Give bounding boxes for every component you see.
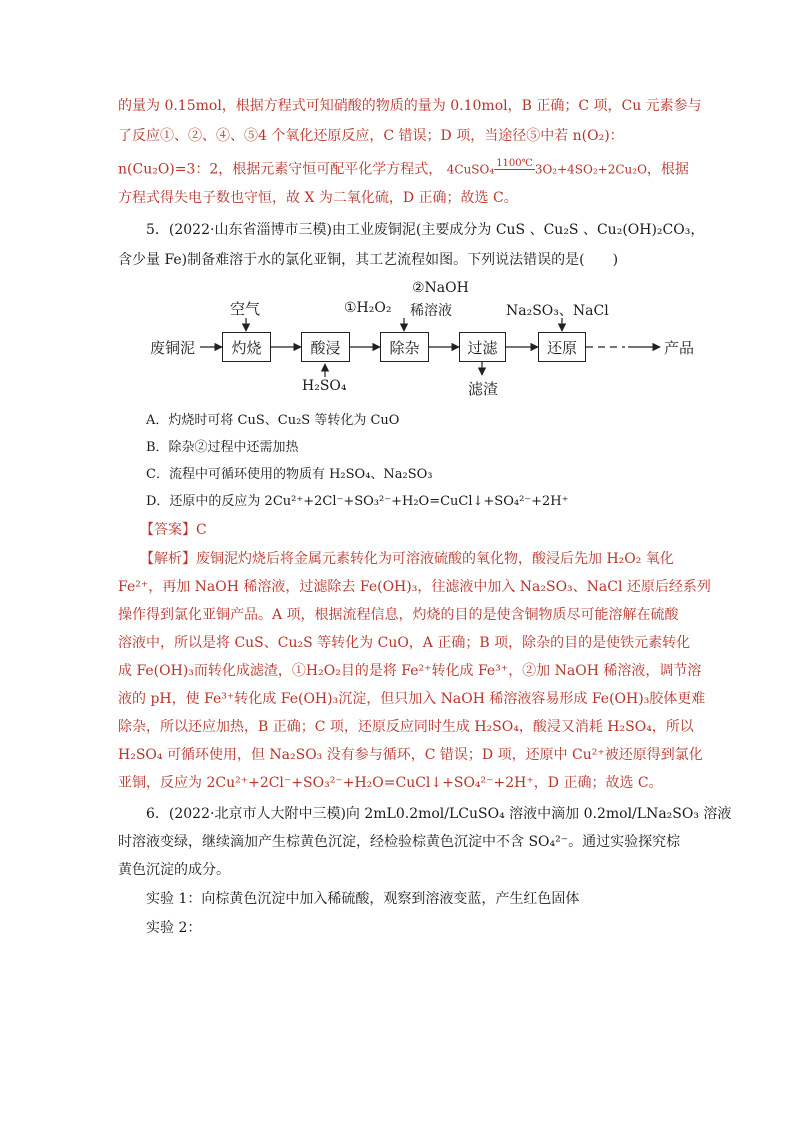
analysis-equation-line [118,158,689,181]
flow-input-air: 空气 [230,300,261,318]
experiment-1: 实验 1：向棕黄色沉淀中加入稀硫酸，观察到溶液变蓝，产生红色固体 [146,891,580,907]
option-a: A．灼烧时可将 CuS、Cu₂S 等转化为 CuO [146,413,400,428]
question-stem: 6．(2022·北京市人大附中三模)向 2mL0.2mol/LCuSO₄ 溶液中滴加 0.2mol/LNa₂SO₃ 溶液 [146,806,732,822]
analysis-line: 了反应①、②、④、⑤4 个氧化还原反应，C 错误；D 项，当途径⑤中若 n(O₂)： [118,128,624,144]
flow-input-na2so3-nacl: Na₂SO₃、NaCl [506,303,609,319]
option-c: C．流程中可循环使用的物质有 H₂SO₄、Na₂SO₃ [146,467,433,482]
question-stem: 5．(2022·山东省淄博市三模)由工业废铜泥(主要成分为 CuS 、Cu₂S 、Cu₂(OH)₂CO₃， [146,222,705,238]
flow-input-naoh: ②NaOH [412,280,469,296]
answer-label: 【答案】C [140,522,207,538]
flow-step-acid-leach: 酸浸 [301,332,350,362]
analysis-text: n(Cu₂O)=3：2，根据元素守恒可配平化学方程式， [118,161,443,178]
analysis-line: 方程式得失电子数也守恒，故 X 为二氧化硫，D 正确；故选 C。 [118,190,518,206]
flow-input-naoh-dilute: 稀溶液 [410,303,452,319]
analysis-line: 亚铜，反应为 2Cu²⁺+2Cl⁻+SO₃²⁻+H₂O=CuCl↓+SO₄²⁻+2H⁺，D 正确；故选 C。 [118,775,663,791]
equation-right: 3O₂+4SO₂+2Cu₂O [534,162,647,177]
experiment-2: 实验 2： [146,920,202,936]
analysis-line: 的量为 0.15mol，根据方程式可知硝酸的物质的量为 0.10mol，B 正确；C 项，Cu 元素参与 [118,98,702,114]
option-b: B．除杂②过程中还需加热 [146,440,299,455]
analysis-line: 操作得到氯化亚铜产品。A 项，根据流程信息，灼烧的目的是使含铜物质尽可能溶解在硫酸 [118,607,679,623]
analysis-line: 成 Fe(OH)₃而转化成滤渣，①H₂O₂目的是将 Fe²⁺转化成 Fe³⁺，②加 NaOH 稀溶液，调节溶 [118,663,702,679]
flow-step-impurity-removal: 除杂 [380,332,429,362]
question-stem: 时溶液变绿，继续滴加产生棕黄色沉淀，经检验棕黄色沉淀中不含 SO₄²⁻。通过实验探究棕 [118,834,681,850]
reaction-condition: 1100℃ [496,158,533,169]
analysis-line: 溶液中，所以是将 CuS、Cu₂S 等转化为 CuO，A 正确；B 项，除杂的目的是使铁元素转化 [118,635,691,651]
flow-step-filter: 过滤 [459,332,506,362]
option-d: D．还原中的反应为 2Cu²⁺+2Cl⁻+SO₃²⁻+H₂O=CuCl↓+SO₄²⁻+2H⁺ [146,494,569,509]
flow-input-h2o2: ①H₂O₂ [344,300,392,316]
analysis-line: 除杂，所以还应加热，B 正确；C 项，还原反应同时生成 H₂SO₄，酸浸又消耗 H₂SO₄，所以 [118,719,694,735]
question-stem: 含少量 Fe)制备难溶于水的氯化亚铜，其工艺流程如图。下列说法错误的是( ) [118,252,619,268]
flow-step-roast: 灼烧 [222,332,271,362]
flow-output-residue: 滤渣 [468,380,499,398]
analysis-line: 液的 pH，使 Fe³⁺转化成 Fe(OH)₃沉淀，但只加入 NaOH 稀溶液容易形成 Fe(OH)₃胶体更难 [118,691,706,707]
flow-start-label: 废铜泥 [150,339,196,357]
analysis-text: ，根据 [646,161,689,178]
analysis-line: H₂SO₄ 可循环使用，但 Na₂SO₃ 没有参与循环，C 错误；D 项，还原中 Cu²⁺被还原得到氯化 [118,747,703,763]
equation-left: 4CuSO₄ [446,162,495,177]
analysis-line: Fe²⁺，再加 NaOH 稀溶液，过滤除去 Fe(OH)₃，往滤液中加入 Na₂SO₃、NaCl 还原后经系列 [118,579,711,595]
flow-end-label: 产品 [664,339,695,357]
question-stem: 黄色沉淀的成分。 [118,862,230,878]
analysis-line: 【解析】废铜泥灼烧后将金属元素转化为可溶液硫酸的氧化物，酸浸后先加 H₂O₂ 氧化 [140,551,674,567]
flow-input-h2so4: H₂SO₄ [302,378,347,394]
flow-step-reduce: 还原 [538,332,586,362]
